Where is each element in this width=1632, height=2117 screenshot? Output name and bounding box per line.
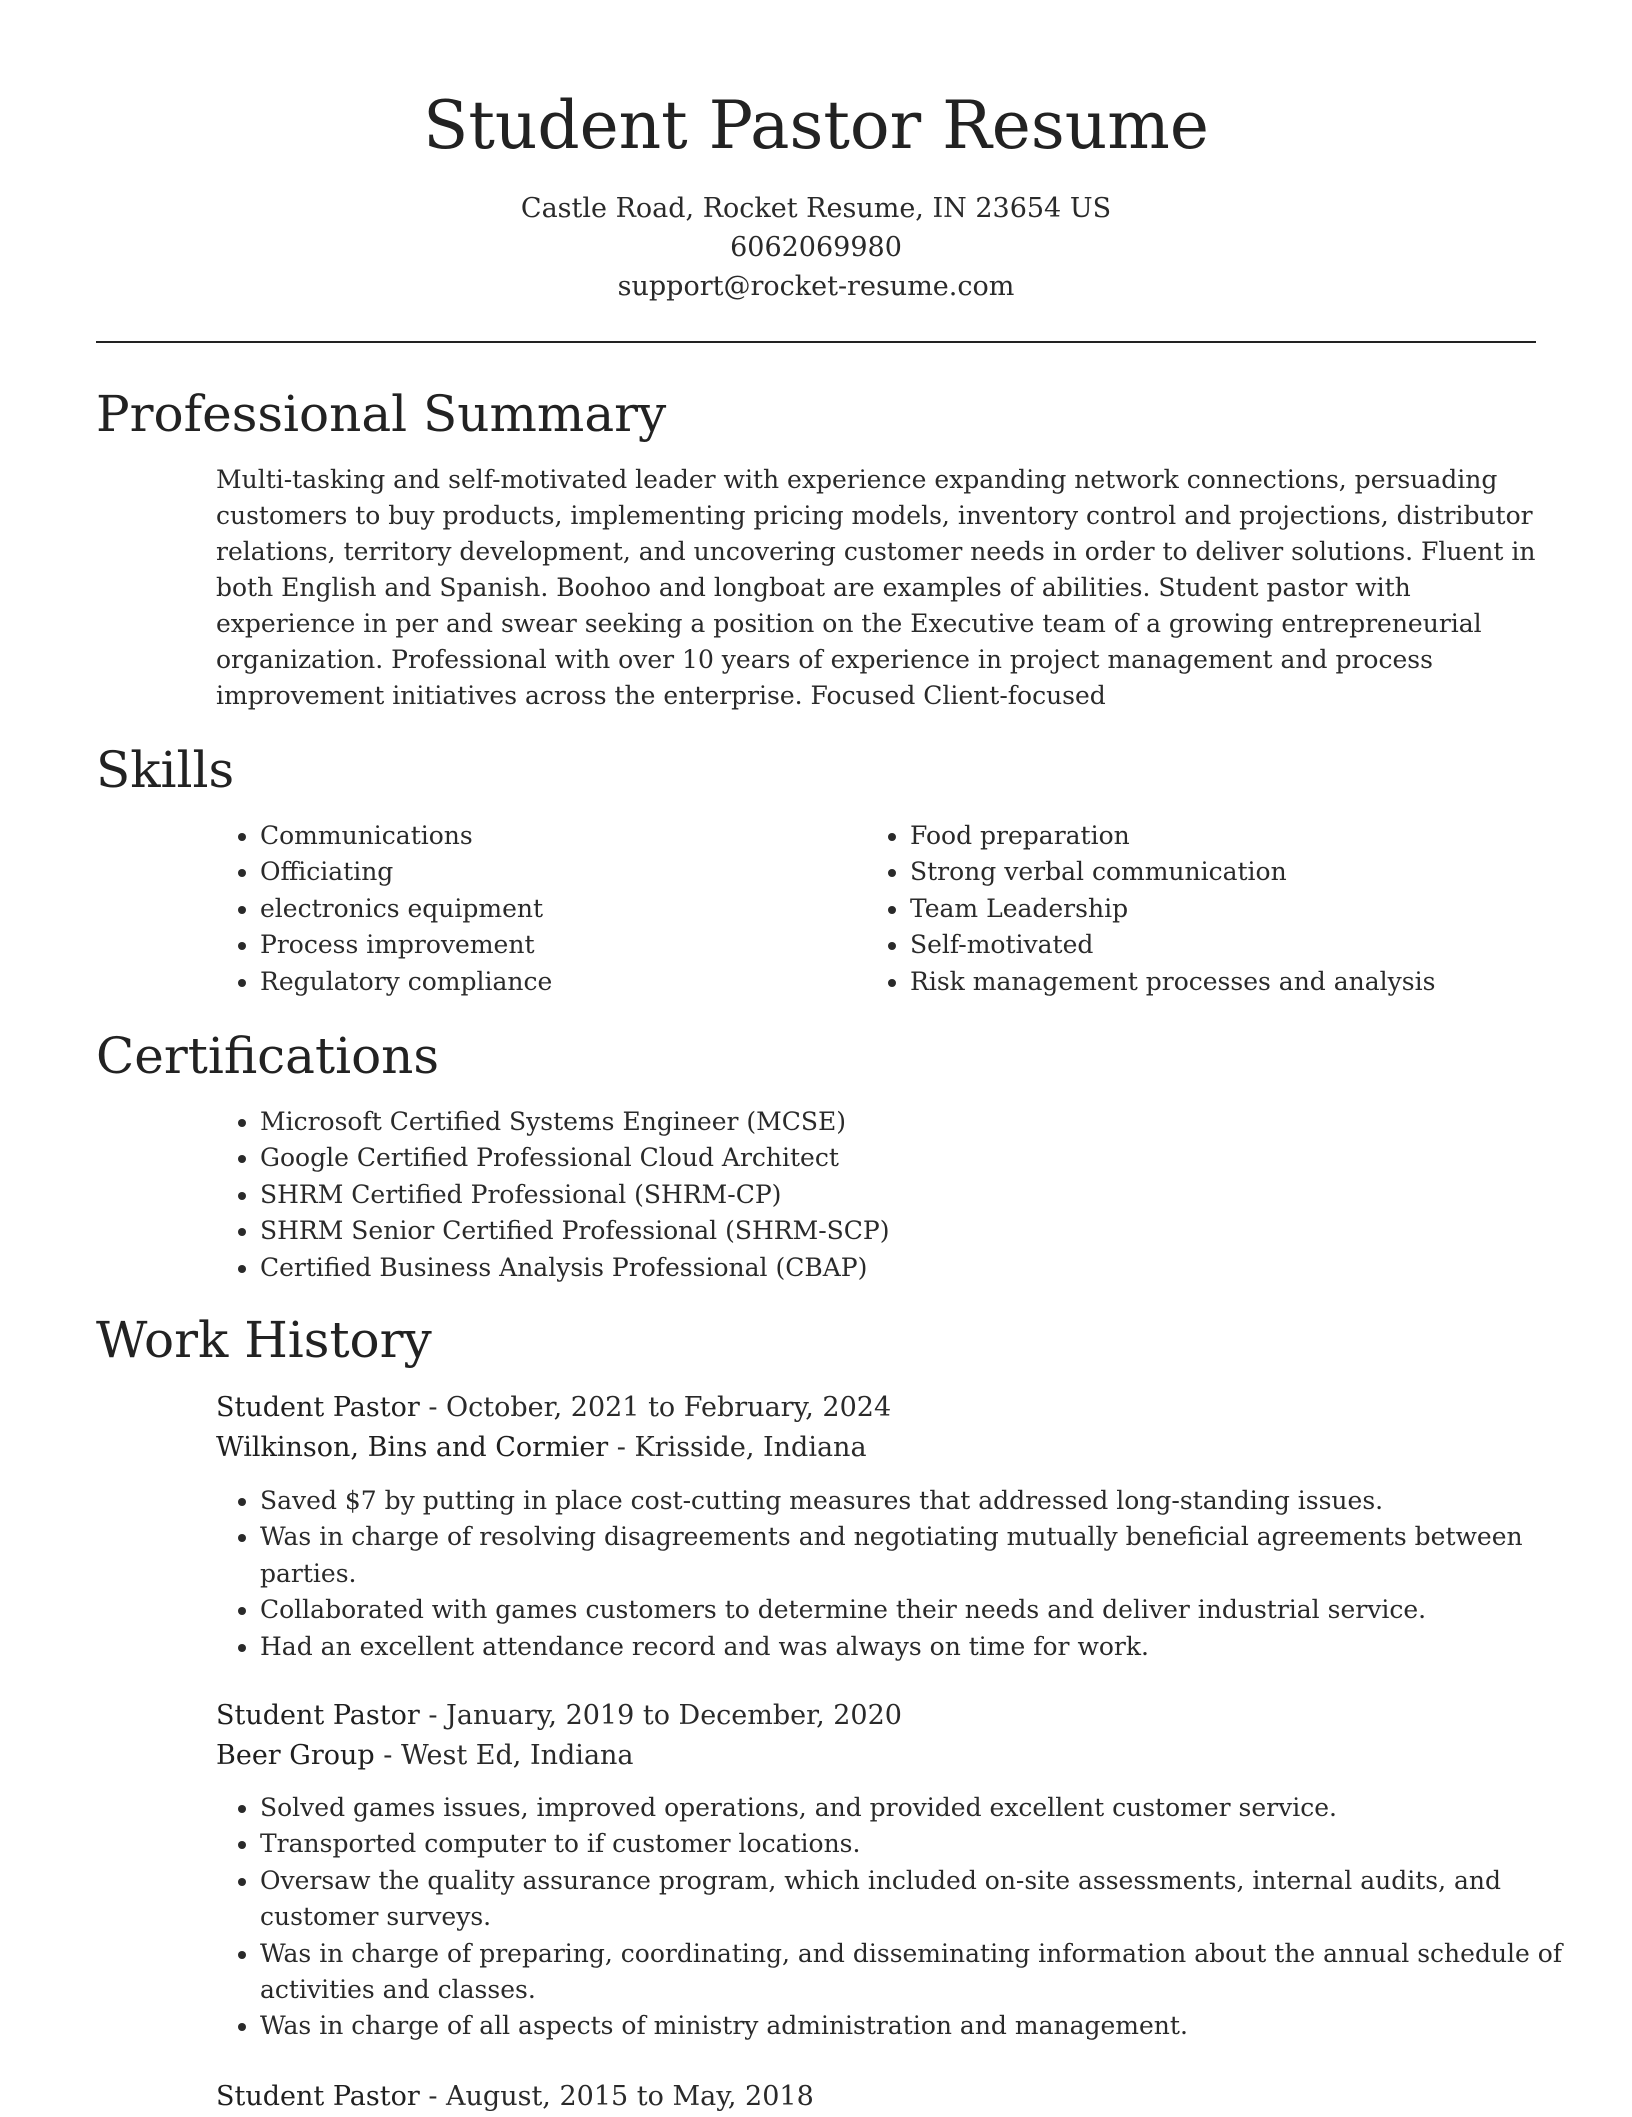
job-company: Wilkinson, Bins and Cormier bbox=[216, 1432, 609, 1463]
job-bullet: • Solved games issues, improved operations, and provided excellent customer service. bbox=[260, 1790, 1585, 1826]
section-heading-certifications: Certifications bbox=[96, 1027, 440, 1085]
job-bullets bbox=[216, 1483, 1585, 1665]
job-company-line bbox=[216, 1428, 867, 1468]
summary-text: Multi-tasking and self-motivated leader with experience expanding network connections, persuading customers to buy products, implementing pricing models, inventory control and projections, distributor relations, territory development, and uncovering customer needs in order to deliver solutions. Fluent in both English and Spanish. Boohoo and longboat are examples of abilities. Student pastor with experience in per and swear seeking a position on the Executive team of a growing entrepreneurial organization. Professional with over 10 years of experience in project management and process improvement initiatives across the enterprise. Focused Client-focused bbox=[216, 465, 1536, 710]
job-bullet: • Saved $7 by putting in place cost-cutting measures that addressed long-standing issues. bbox=[260, 1483, 1585, 1519]
certifications-list bbox=[216, 1104, 1560, 1286]
header-divider bbox=[96, 341, 1536, 343]
certification-item: • SHRM Senior Certified Professional (SHRM-SCP) bbox=[260, 1213, 1560, 1249]
certification-item: • SHRM Certified Professional (SHRM-CP) bbox=[260, 1177, 1560, 1213]
skill-item: • Communications bbox=[260, 818, 860, 854]
contact-phone: 6062069980 bbox=[730, 232, 902, 263]
skill-item: • electronics equipment bbox=[260, 891, 860, 927]
job-title: Student Pastor bbox=[216, 1700, 420, 1731]
job-bullet: • Was in charge of preparing, coordinating, and disseminating information about the annual schedule of activities and classes. bbox=[260, 1936, 1585, 2009]
skill-item: • Strong verbal communication bbox=[910, 854, 1560, 890]
job-bullet: • Was in charge of resolving disagreements and negotiating mutually beneficial agreements between parties. bbox=[260, 1519, 1585, 1592]
skill-item: • Regulatory compliance bbox=[260, 964, 860, 1000]
section-heading-summary: Professional Summary bbox=[96, 385, 667, 443]
skill-item: • Risk management processes and analysis bbox=[910, 964, 1560, 1000]
skill-item: • Self-motivated bbox=[910, 927, 1560, 963]
page-title: Student Pastor Resume bbox=[423, 87, 1209, 164]
skill-item: • Food preparation bbox=[910, 818, 1560, 854]
job-location: - Krisside, Indiana bbox=[608, 1432, 867, 1463]
job-bullet: • Oversaw the quality assurance program, which included on-site assessments, internal audits, and customer surveys. bbox=[260, 1863, 1585, 1936]
contact-email: support@rocket-resume.com bbox=[617, 271, 1015, 302]
skill-item: • Officiating bbox=[260, 854, 860, 890]
job-title: Student Pastor bbox=[216, 2081, 420, 2112]
certification-item: • Google Certified Professional Cloud Architect bbox=[260, 1140, 1560, 1176]
certification-item: • Microsoft Certified Systems Engineer (MCSE) bbox=[260, 1104, 1560, 1140]
skill-item: • Team Leadership bbox=[910, 891, 1560, 927]
job-bullet: • Was in charge of all aspects of ministry administration and management. bbox=[260, 2008, 1585, 2044]
section-heading-work-history: Work History bbox=[96, 1311, 432, 1369]
job-company-line bbox=[216, 1736, 634, 1776]
skills-list-left bbox=[216, 818, 860, 1000]
skill-item: • Process improvement bbox=[260, 927, 860, 963]
job-bullet: • Collaborated with games customers to determine their needs and deliver industrial service. bbox=[260, 1592, 1585, 1628]
job-title: Student Pastor bbox=[216, 1392, 420, 1423]
job-dates: - August, 2015 to May, 2018 bbox=[419, 2081, 814, 2112]
job-bullet: • Transported computer to if customer locations. bbox=[260, 1826, 1585, 1862]
job-title-line bbox=[216, 1696, 902, 1736]
job-dates: - January, 2019 to December, 2020 bbox=[419, 1700, 902, 1731]
contact-address: Castle Road, Rocket Resume, IN 23654 US bbox=[520, 193, 1112, 224]
job-title-line bbox=[216, 1388, 891, 1428]
job-bullet: • Had an excellent attendance record and was always on time for work. bbox=[260, 1629, 1585, 1665]
job-location: - West Ed, Indiana bbox=[374, 1740, 634, 1771]
job-dates: - October, 2021 to February, 2024 bbox=[419, 1392, 892, 1423]
job-company: Beer Group bbox=[216, 1740, 375, 1771]
certification-item: • Certified Business Analysis Professional (CBAP) bbox=[260, 1250, 1560, 1286]
section-heading-skills: Skills bbox=[96, 741, 235, 799]
job-title-line bbox=[216, 2077, 814, 2117]
skills-list-right bbox=[866, 818, 1560, 1000]
job-bullets bbox=[216, 1790, 1585, 2045]
